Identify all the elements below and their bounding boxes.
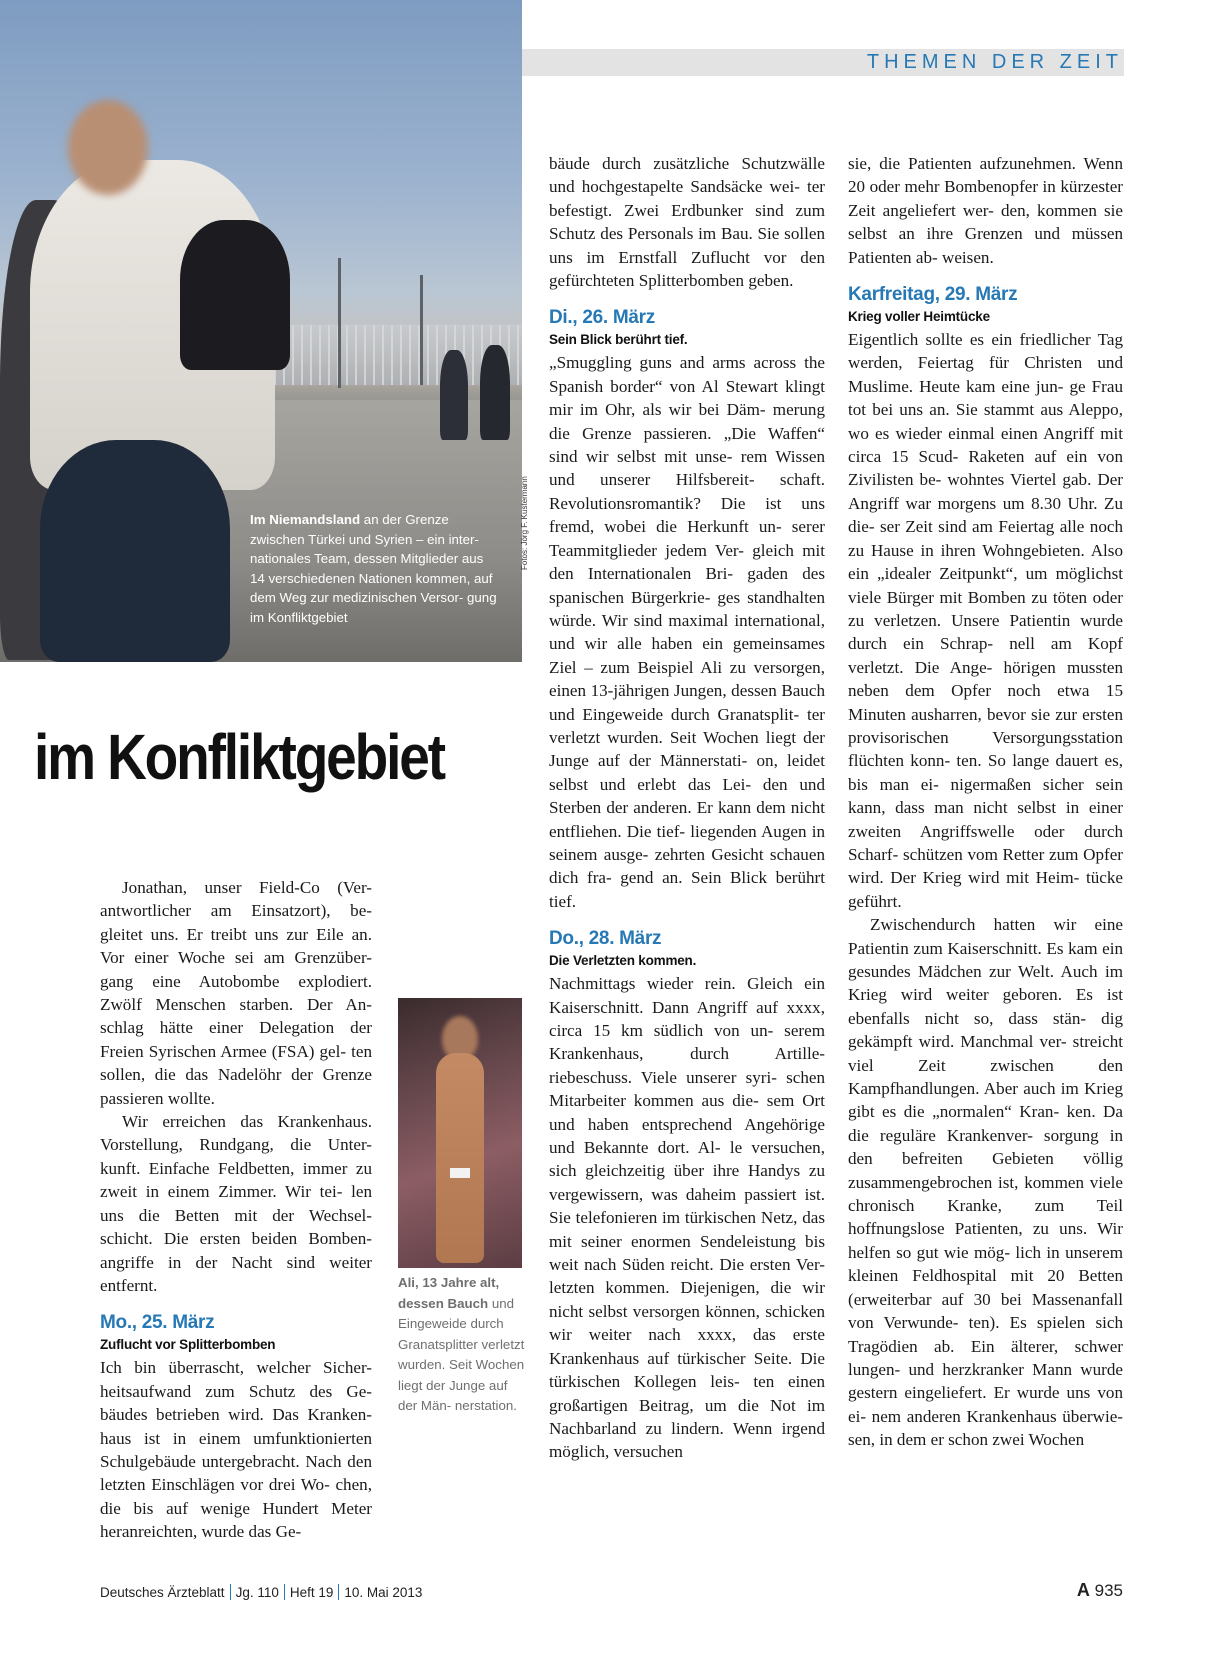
lamp-pole xyxy=(420,275,423,385)
paragraph: Ich bin überrascht, welcher Sicher- heitsaufwand zum Schutz des Ge- bäudes betrieben wird. Das Kranken- haus ist in einem umfunktionierten Schulgebäude untergebracht. Nach den letzten Einschlägen vor drei Wo- chen, die bis auf wenige Hundert Meter heranreichten, wurde das Ge- xyxy=(100,1358,372,1542)
paragraph: Wir erreichen das Krankenhaus. Vorstellung, Rundgang, die Unter- kunft. Einfache Feldbetten, immer zu zweit in einem Zimmer. Wir tei- len uns die Betten mit der Wechsel- schicht. Die ersten beiden Bomben- angriffe in der Nacht sind weiter entfernt. xyxy=(100,1112,372,1295)
page-footer xyxy=(100,1584,422,1600)
diary-date-heading: Do., 28. März xyxy=(549,928,662,950)
diary-date-heading: Karfreitag, 29. März xyxy=(848,284,1018,306)
diary-date-heading: Di., 26. März xyxy=(549,307,655,329)
walking-person xyxy=(440,350,468,440)
section-header: THEMEN DER ZEIT xyxy=(866,51,1123,73)
backpack xyxy=(180,220,290,370)
footer-divider xyxy=(284,1584,285,1600)
bandage xyxy=(450,1168,470,1178)
paragraph: Nachmittags wieder rein. Gleich ein Kaiserschnitt. Dann Angriff auf xxxx, circa 15 km südlich von un- serem Krankenhaus, durch Artille- riebeschuss. Viele unserer syri- schen Mitarbeiter kommen aus die- sem Ort und haben entsprechend Angehörige und Bekannte dort. Al- le versuchen, sich gleichzeitig über ihre Handys zu vergewissern, was daheim passiert ist. Sie telefonieren im türkischen Netz, das mit seiner enormen Sendeleistung bis weit nach Süden reicht. Die ersten Ver- letzten kommen. Diejenigen, die wir nicht selbst versorgen können, schicken wir weiter nach xxxx, das erste Krankenhaus auf türkischer Seite. Die türkischen Kollegen leis- ten einen großartigen Beitrag, um die Not im Nachbarland zu lindern. Wenn irgend möglich, versuchen xyxy=(549,974,825,1462)
issue-date: 10. Mai 2013 xyxy=(344,1585,423,1600)
page-number: A 935 xyxy=(1076,1580,1123,1600)
diary-subheading: Sein Blick berührt tief. xyxy=(549,332,688,348)
paragraph: sie, die Patienten aufzunehmen. Wenn 20 oder mehr Bombenopfer in kürzester Zeit angeliefert wer- den, kommen sie selbst an ihre Grenzen und müssen Patienten ab- weisen. xyxy=(848,154,1123,267)
paragraph: bäude durch zusätzliche Schutzwälle und hochgestapelte Sandsäcke wei- ter befestigt. Zwei Erdbunker sind zum Schutz des Personals im Bau. Sie sollen uns im Ernstfall Zuflucht vor den gefürchteten Splitterbomben geben. xyxy=(549,154,825,291)
patient-photo-caption: Ali, 13 Jahre alt, dessen Bauch und Eingeweide durch Granatsplitter verletzt wurden. Seit Wochen liegt der Junge auf der Män- nerstation. xyxy=(398,1275,525,1413)
diary-date-heading: Mo., 25. März xyxy=(100,1312,215,1334)
diary-subheading: Krieg voller Heimtücke xyxy=(848,309,990,325)
patient-photo xyxy=(398,998,522,1268)
footer-divider xyxy=(230,1584,231,1600)
diary-subheading: Die Verletzten kommen. xyxy=(549,953,697,969)
text-column-1 xyxy=(100,876,372,1544)
paragraph: „Smuggling guns and arms across the Spanish border“ von Al Stewart klingt mir im Ohr, als wir bei Däm- merung die Grenze passieren. „Die Waffen“ sind wir selbst mit unse- rem Wissen und unserer Hilfsbereit- schaft. Revolutionsromantik? Die ist uns fremd, wobei die Herkunft un- serer Teammitglieder jedem Ver- gleich mit den Internationalen Bri- gaden des spanischen Bürgerkrie- ges standhalten würde. Wir sind maximal international, und wir alle haben ein gemeinsames Ziel – zum Beispiel Ali zu versorgen, einen 13-jährigen Jungen, dessen Bauch und Eingeweide durch Granatsplit- ter verletzt wurden. Seit Wochen liegt der Junge auf der Männerstati- on, leidet selbst und erlebt das Lei- den und Sterben der anderen. Er kann dem nicht entfliehen. Die tief- liegenden Augen in seinem ausge- zehrten Gesicht schauen dich fra- gend an. Sein Blick berührt tief. xyxy=(549,353,825,911)
blurred-face xyxy=(68,100,148,195)
text-column-2 xyxy=(549,152,825,1464)
article-headline: im Konfliktgebiet xyxy=(34,721,444,793)
journal-issue: Heft 19 xyxy=(289,1585,334,1600)
walking-person xyxy=(480,345,510,440)
paragraph: Eigentlich sollte es ein friedlicher Tag werden, Feiertag für Christen und Muslime. Heute kam eine jun- ge Frau tot bei uns an. Sie stammt aus Aleppo, wo es wieder einmal einen Angriff mit circa 15 Scud- Raketen auf ein von Zivilisten be- wohntes Viertel gab. Der Angriff war morgens um 8.30 Uhr. Zu die- ser Zeit sind am Feiertag alle noch zu Hause in ihren Wohngebieten. Also ein „idealer Zeitpunkt“, um möglichst viele Bürger mit Bomben zu töten oder zu verletzen. Unsere Patientin wurde durch ein Schrap- nell am Kopf verletzt. Die Ange- hörigen mussten neben dem Opfer noch etwa 15 Minuten ausharren, bevor sie zur ersten provisorischen Versorgungsstation flüchten konn- ten. So lange dauert es, bis man ei- nigermaßen sicher sein kann, dass man nicht selbst in einer zweiten Angriffswelle oder durch Scharf- schützen vom Retter zum Opfer wird. Der Krieg wird mit Heim- tücke geführt. xyxy=(848,330,1123,911)
paragraph: Jonathan, unser Field-Co (Ver- antwortlicher am Einsatzort), be- gleitet uns. Er treibt uns zur Eile an. Vor einer Woche sei am Grenzüber- gang eine Autobombe explodiert. Zwölf Menschen starben. Der An- schlag hätte einer Delegation der Freien Syrischen Armee (FSA) gel- ten sollen, die das Nadelöhr der Grenze passieren wollte. xyxy=(100,878,372,1108)
journal-name: Deutsches Ärzteblatt xyxy=(100,1585,225,1600)
patient-body xyxy=(436,1053,484,1263)
diary-subheading: Zuflucht vor Splitterbomben xyxy=(100,1337,276,1353)
photo-credit: Fotos: Jörg F. Kustermann xyxy=(520,476,529,570)
footer-divider xyxy=(338,1584,339,1600)
lamp-pole xyxy=(338,258,341,388)
text-column-3 xyxy=(848,152,1123,1452)
main-photo xyxy=(0,0,522,662)
main-photo-caption: Im Niemandsland an der Grenze zwischen Türkei und Syrien – ein inter- nationales Team, dessen Mitglieder aus 14 verschiedenen Nationen kommen, auf dem Weg zur medizinischen Versor- gung im Konfliktgebiet xyxy=(250,512,497,625)
person-main-jeans xyxy=(40,440,230,662)
journal-volume: Jg. 110 xyxy=(235,1585,279,1600)
paragraph: Zwischendurch hatten wir eine Patientin zum Kaiserschnitt. Es kam ein gesundes Mädchen zur Welt. Auch im Krieg wird weiter geboren. Es ist ebenfalls nicht so, dass stän- dig gekämpft wird. Manchmal ver- streicht viel Zeit zwischen den Kampfhandlungen. Aber auch im Krieg gibt es die „normalen“ Kran- ken. Da die reguläre Krankenver- sorgung in den befreiten Gebieten völlig zusammengebrochen ist, kommen viele chronisch Kranke, zum Teil hoffnungslose Patienten, zu uns. Wir helfen so gut wie mög- lich in unserem kleinen Feldhospital mit 20 Betten (erweiterbar auf 30 bei Massenanfall von Verwunde- ten). Es spielen sich Tragödien ab. Ein älterer, schwer lungen- und herzkranker Mann wurde gestern eingeliefert. Er wurde uns von ei- nem anderen Krankenhaus überwie- sen, in dem er schon zwei Wochen xyxy=(848,915,1123,1450)
